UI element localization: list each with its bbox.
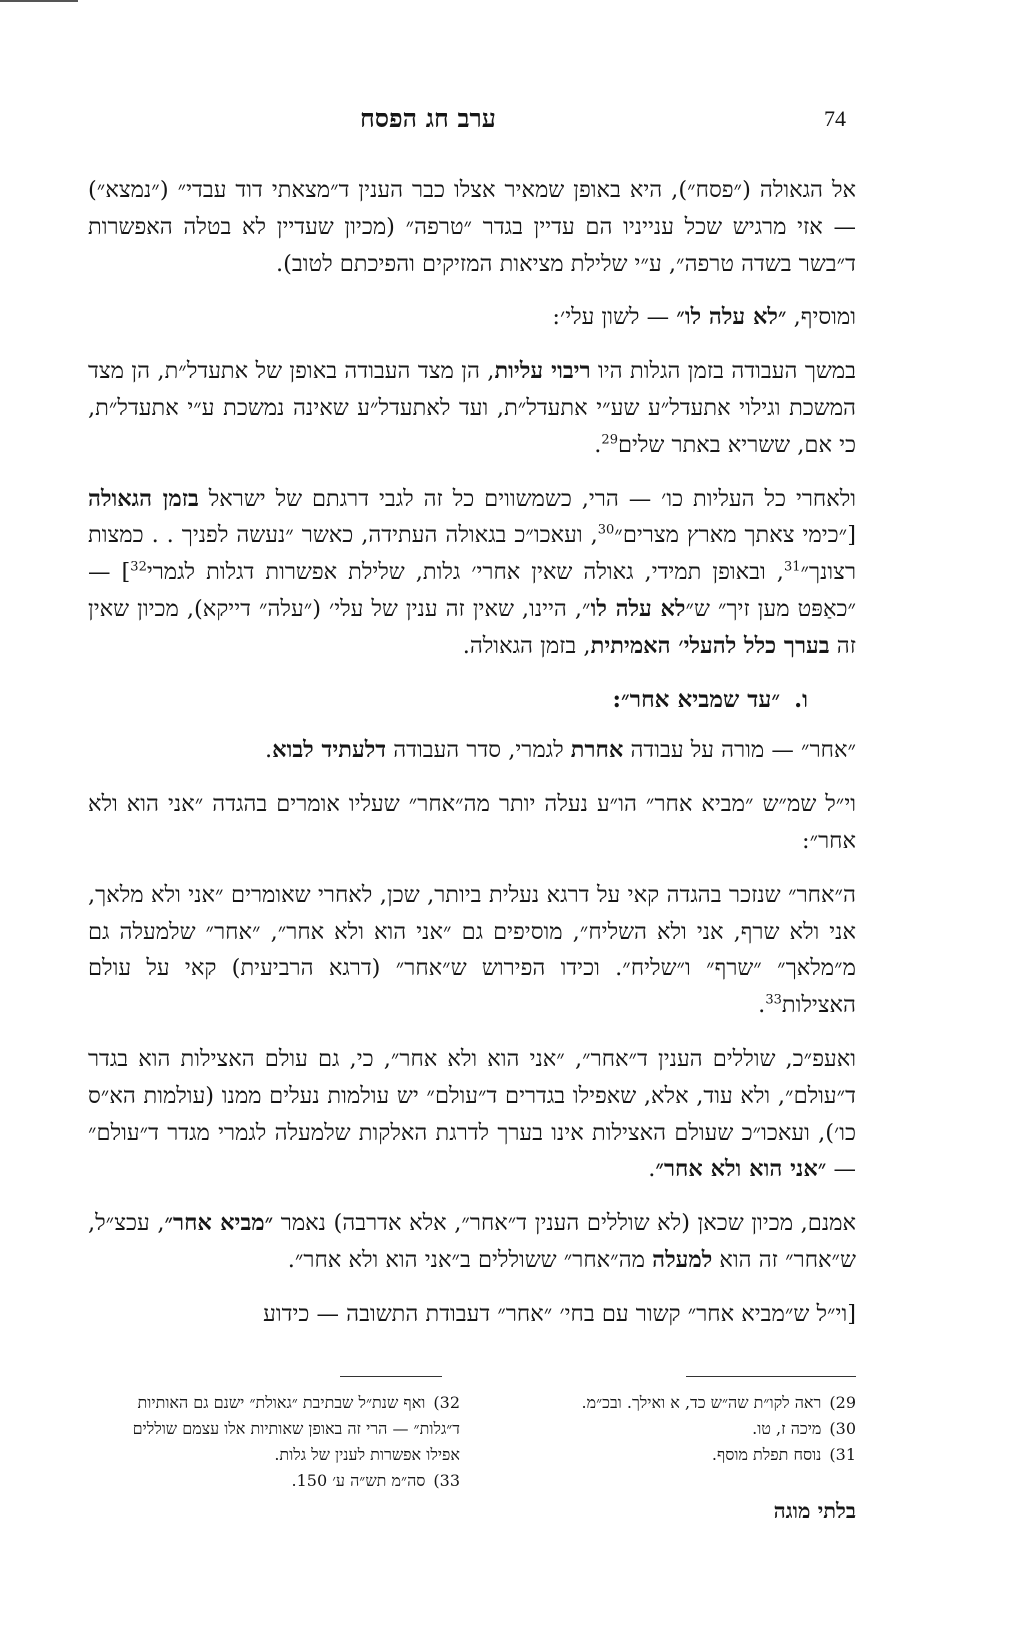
main-text bbox=[88, 172, 856, 1347]
footnote-ref: 31 bbox=[783, 559, 801, 575]
footnote: 32)ואף שנת״ל שבתיבת ״גאולת״ ישנם גם האותיות ד״גלות״ — הרי זה באופן שאותיות אלו עצמם שוללים אפילו אפשרות לענין של גלות. bbox=[132, 1393, 460, 1464]
footnote: 29)ראה לקו״ת שה״ש כד, א ואילך. ובכ״מ. bbox=[581, 1393, 856, 1412]
footnote: 33)סה״מ תש״ה ע׳ 150. bbox=[291, 1471, 460, 1490]
footnote-ref: 33 bbox=[765, 992, 782, 1008]
footnote: 31)נוסח תפלת מוסף. bbox=[711, 1445, 856, 1464]
paragraph: ״אחר״ — מורה על עבודה אחרת לגמרי, סדר העבודה דלעתיד לבוא. bbox=[264, 737, 856, 764]
footnotes-right-column bbox=[520, 1390, 856, 1468]
page-header bbox=[88, 106, 856, 146]
paragraph: אל הגאולה (״פסח״), היא באופן שמאיר אצלו כבר הענין ד״מצאתי דוד עבדי״ (״נמצא״) — אזי מרגיש שכל ענייניו הם עדיין בגדר ״טרפה״ (מכיון שעדיין לא בטלה האפשרות ד״בשר בשדה טרפה״, ע״י שלילת מציאות המזיקים והפיכתם לטוב). bbox=[88, 177, 856, 277]
paragraph: אמנם, מכיון שכאן (לא שוללים הענין ד״אחר״, אלא אדרבה) נאמר ״מביא אחר״, עכצ״ל, ש״אחר״ זה הוא למעלה מה״אחר״ ששוללים ב״אני הוא ולא אחר״. bbox=[88, 1210, 856, 1273]
section-heading bbox=[88, 682, 856, 719]
paragraph: וי״ל שמ״ש ״מביא אחר״ הו״ע נעלה יותר מה״אחר״ שעליו אומרים בהגדה ״אני הוא ולא אחר״: bbox=[88, 791, 856, 854]
paragraph: במשך העבודה בזמן הגלות היו ריבוי עליות, הן מצד העבודה באופן של אתעדל״ת, הן מצד המשכת וגילוי אתעדל״ע שע״י אתעדל״ת, ועד לאתעדל״ע שאינה נמשכת ע״י אתעדל״ת, כי אם, ששריא באתר שלים$^{29}$. bbox=[88, 358, 856, 458]
paragraph: [וי״ל ש״מביא אחר״ קשור עם בחי׳ ״אחר״ דעבודת התשובה — כידוע bbox=[263, 1300, 856, 1327]
section-title: ״עד שמביא אחר״: bbox=[612, 685, 781, 713]
scan-edge-mark bbox=[0, 0, 78, 2]
footnotes-left-column bbox=[100, 1390, 460, 1494]
catchword: בלתי מוגה bbox=[773, 1498, 856, 1523]
footnote-ref: 30 bbox=[597, 522, 615, 538]
footnote-divider bbox=[340, 1376, 442, 1377]
section-label: ו. bbox=[794, 685, 808, 713]
paragraph: ה״אחר״ שנזכר בהגדה קאי על דרגא נעלית ביותר, שכן, לאחרי שאומרים ״אני ולא מלאך, אני ולא שרף, אני ולא השליח״, מוסיפים גם ״אני הוא ולא אחר״, ״אחר״ שלמעלה גם מ״מלאך״ ״שרף״ ו״שליח״. וכידו הפירוש ש״אחר״ (דרגא הרביעית) קאי על עולם האצילות$^{33}$. bbox=[88, 881, 856, 1019]
running-title: ערב חג הפסח bbox=[360, 104, 496, 133]
paragraph: ומוסיף, ״לא עלה לו״ — לשון עלי׳: bbox=[552, 304, 856, 331]
footnote-ref: 29 bbox=[601, 432, 618, 448]
paragraph: ואעפ״כ, שוללים הענין ד״אחר״, ״אני הוא ולא אחר״, כי, גם עולם האצילות הוא בגדר ד״עולם״, ולא עוד, אלא, שאפילו בגדרים ד״עולם״ יש עולמות נעלים ממנו (עולמות הא״ס כו׳), ועאכו״כ שעולם האצילות אינו בערך לדרגת האלקות שלמעלה לגמרי מגדר ד״עולם״ — ״אני הוא ולא אחר״. bbox=[88, 1045, 856, 1183]
page-number: 74 bbox=[824, 106, 846, 131]
footnote-ref: 32 bbox=[130, 559, 147, 575]
footnote: 30)מיכה ז, טו. bbox=[752, 1419, 856, 1438]
footnote-divider bbox=[686, 1376, 856, 1377]
paragraph: ולאחרי כל העליות כו׳ — הרי, כשמשווים כל זה לגבי דרגתם של ישראל בזמן הגאולה [״כימי צאתך מארץ מצרים״$^{30}$, ועאכו״כ בגאולה העתידה, כאשר ״נעשה לפניך . . כמצות רצונך״$^{31}$, ובאופן תמידי, גאולה שאין אחרי׳ גלות, שלילת אפשרות דגלות לגמרי$^{32}$] — ״כאַפּט מען זיך״ ש״לא עלה לו״, היינו, שאין זה ענין של עלי׳ (״עלה״ דייקא), מכיון שאין זה בערך כלל להעלי׳ האמיתית, בזמן הגאולה. bbox=[88, 485, 857, 659]
